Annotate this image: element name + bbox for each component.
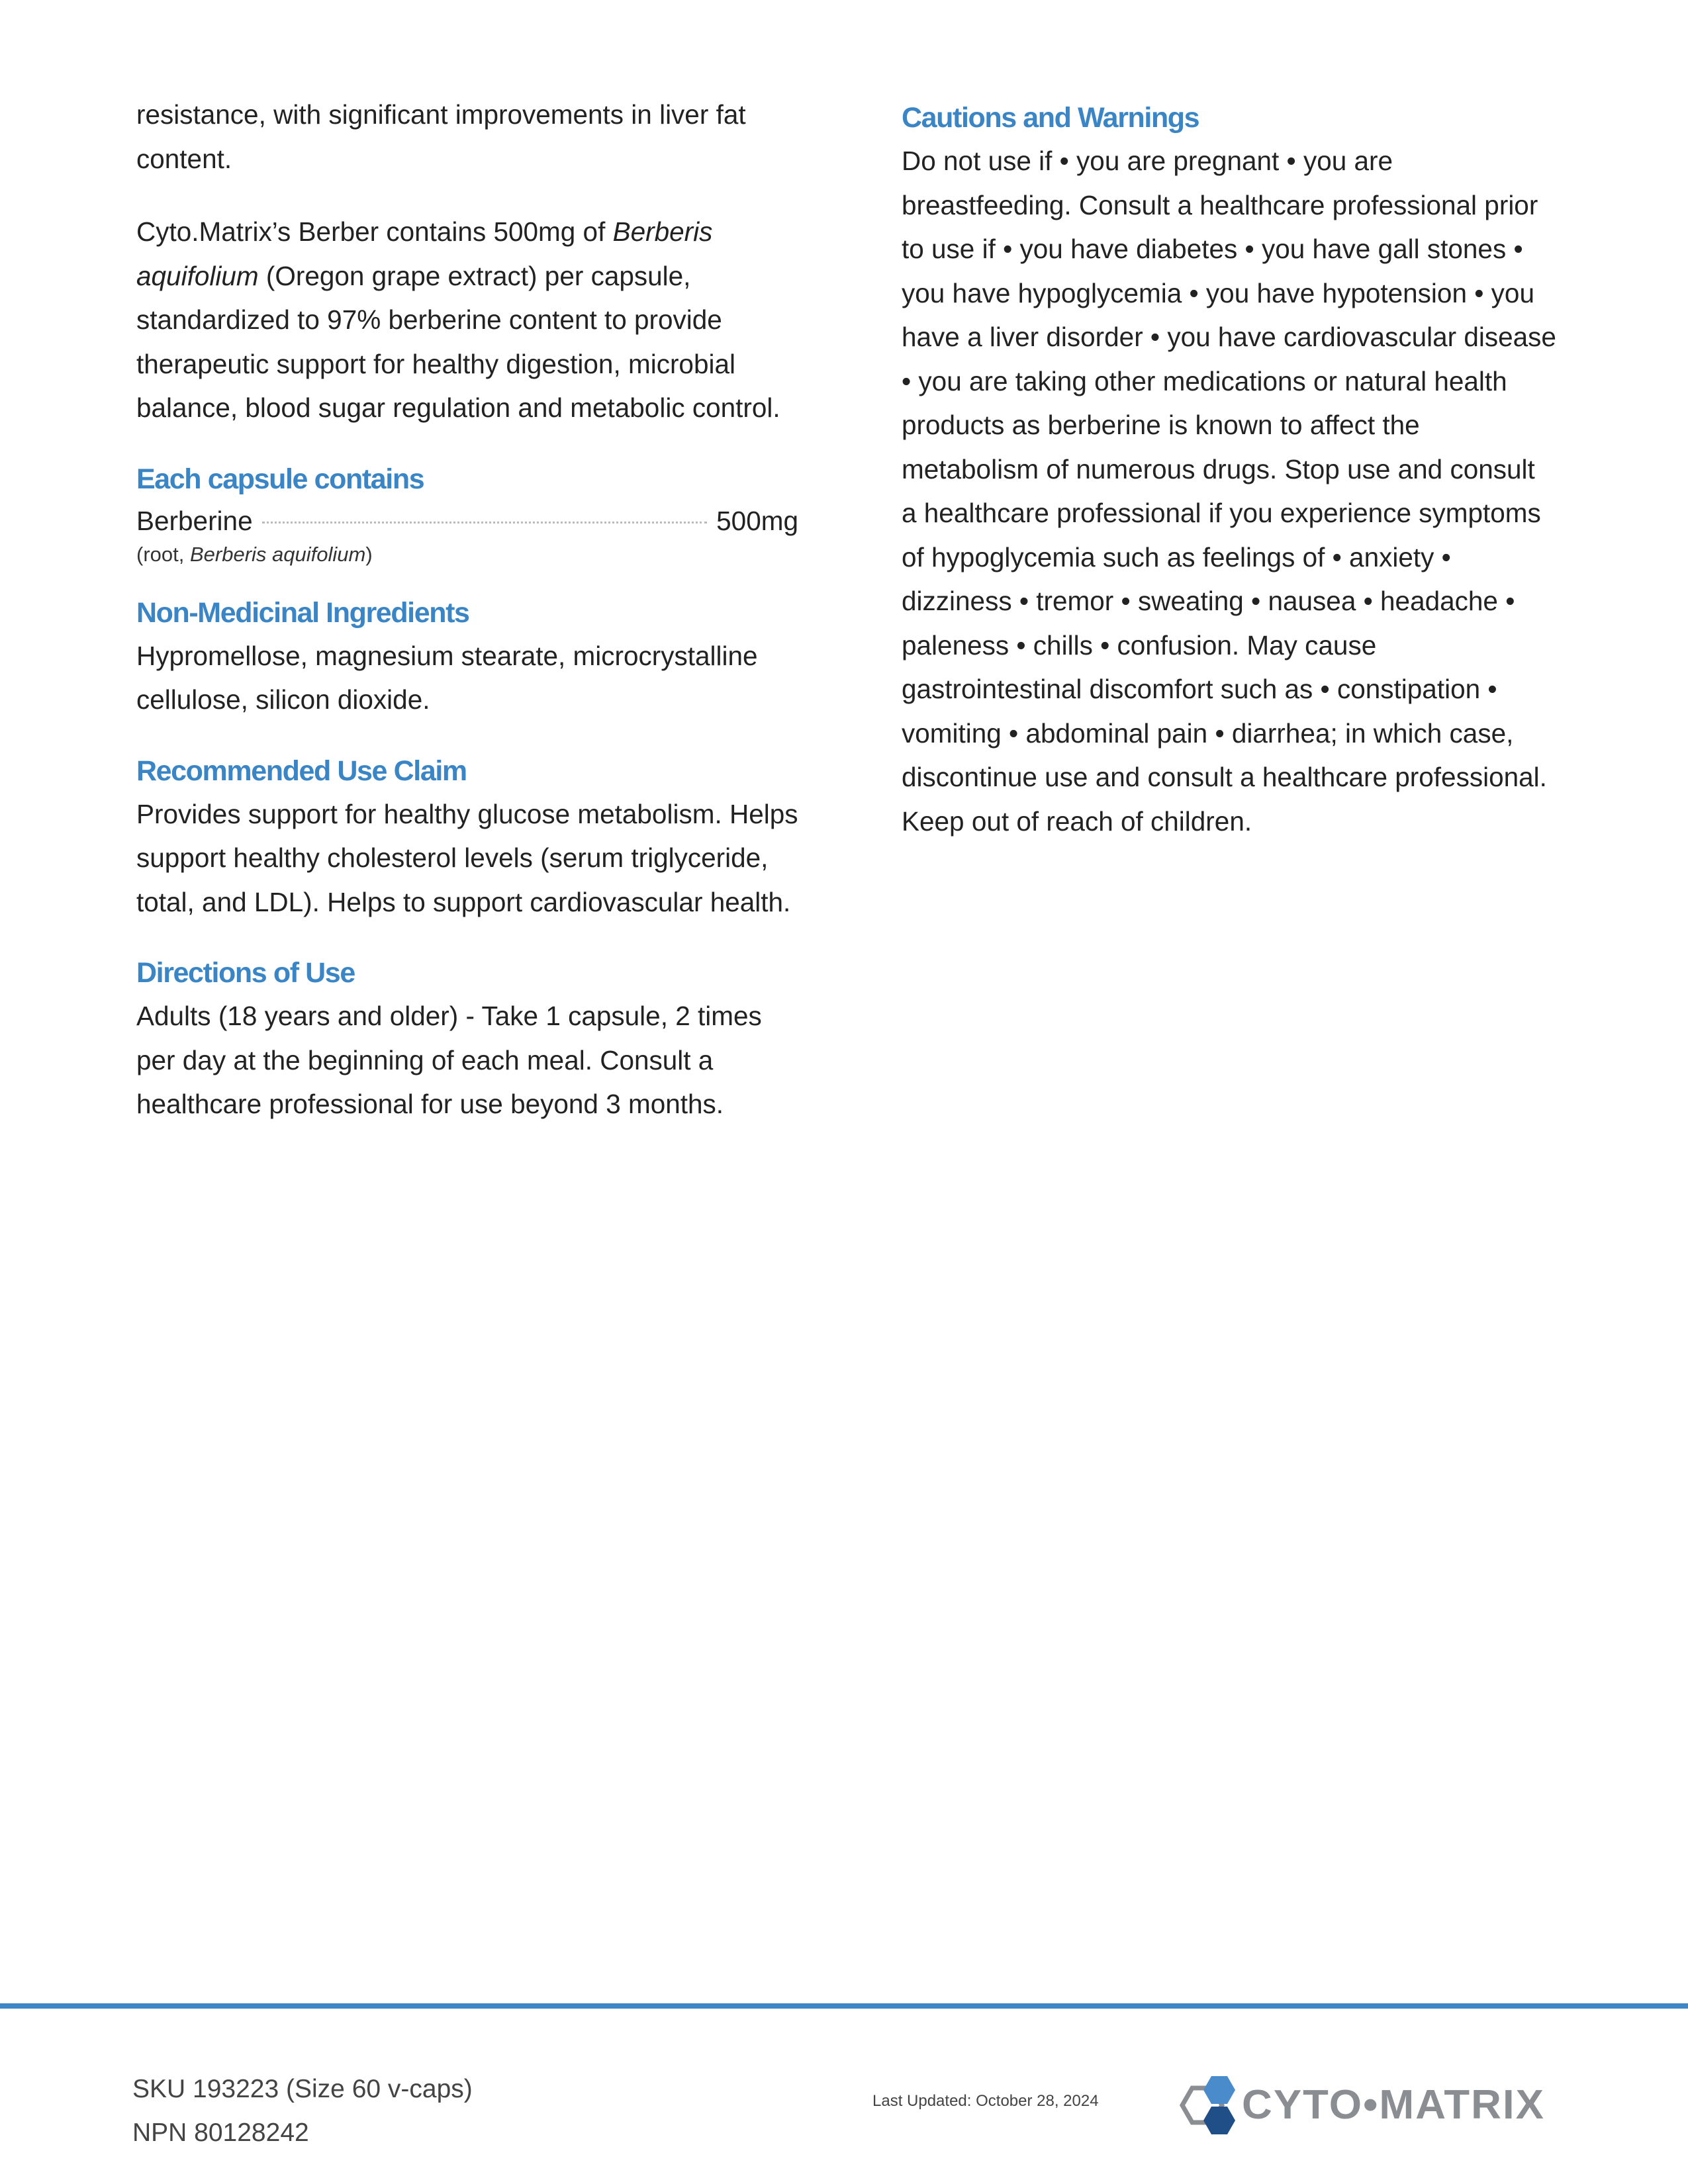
last-updated-text: Last Updated: October 28, 2024	[872, 2092, 1099, 2110]
ingredient-source	[136, 541, 798, 568]
intro-paragraph	[136, 210, 798, 430]
ingredient-source-prefix: (root,	[136, 542, 190, 566]
ingredient-row	[136, 500, 798, 541]
intro-paragraph-continued: resistance, with significant improvements in liver fat content.	[136, 99, 746, 174]
cyto-matrix-logo	[1162, 2070, 1553, 2140]
intro-text-suffix: (Oregon grape extract) per capsule, standardized to 97% berberine content to provide therapeutic support for healthy digestion, microbial balance, blood sugar regulation and metabolic control.	[136, 260, 780, 423]
footer-divider	[0, 2003, 1688, 2009]
logo-wordmark: CYTO•MATRIX	[1242, 2082, 1545, 2128]
ingredient-name: Berberine	[136, 505, 253, 536]
logo-hexagon-dark-icon	[1203, 2107, 1235, 2134]
npn-text: NPN 80128242	[132, 2118, 309, 2147]
directions-text: Adults (18 years and older) - Take 1 capsule, 2 times per day at the beginning of each meal. Consult a healthcare professional for use beyond 3 months.	[136, 1001, 762, 1119]
ingredient-amount: 500mg	[716, 505, 798, 536]
cautions-heading: Cautions and Warnings	[902, 102, 1199, 134]
ingredient-source-botanical: Berberis aquifolium	[189, 542, 366, 566]
non-medicinal-text: Hypromellose, magnesium stearate, microcrystalline cellulose, silicon dioxide.	[136, 640, 758, 715]
directions-heading: Directions of Use	[136, 957, 355, 989]
intro-botanical-name: Berberis aquifolium	[136, 216, 713, 291]
intro-text-prefix: Cyto.Matrix’s Berber contains 500mg of	[136, 216, 613, 247]
cautions-text: Do not use if • you are pregnant • you are breastfeeding. Consult a healthcare professional prior to use if • you have diabetes • you have gall stones • you have hypoglycemia • you have hypotension • you have a liver disorder • you have cardiovascular disease • you are taking other medications or natural health products as berberine is known to affect the metabolism of numerous drugs. Stop use and consult a healthcare professional if you experience symptoms of hypoglycemia such as feelings of • anxiety • dizziness • tremor • sweating • nausea • headache • paleness • chills • confusion. May cause gastrointestinal discomfort such as • constipation • vomiting • abdominal pain • diarrhea; in which case, discontinue use and consult a healthcare professional. Keep out of reach of children.	[902, 146, 1556, 837]
recommended-use-heading: Recommended Use Claim	[136, 754, 467, 787]
right-column	[902, 97, 1557, 843]
left-column	[136, 93, 798, 1126]
footer-product-info	[132, 2068, 473, 2155]
recommended-use-text: Provides support for healthy glucose metabolism. Helps support healthy cholesterol levels (serum triglyceride, total, and LDL). Helps to support cardiovascular health.	[136, 798, 798, 917]
non-medicinal-heading: Non-Medicinal Ingredients	[136, 596, 469, 629]
ingredient-source-suffix: )	[365, 542, 373, 566]
logo-hexagon-light-icon	[1203, 2076, 1235, 2104]
dotted-leader	[262, 522, 708, 523]
each-capsule-heading: Each capsule contains	[136, 463, 424, 495]
sku-text: SKU 193223 (Size 60 v-caps)	[132, 2075, 473, 2103]
